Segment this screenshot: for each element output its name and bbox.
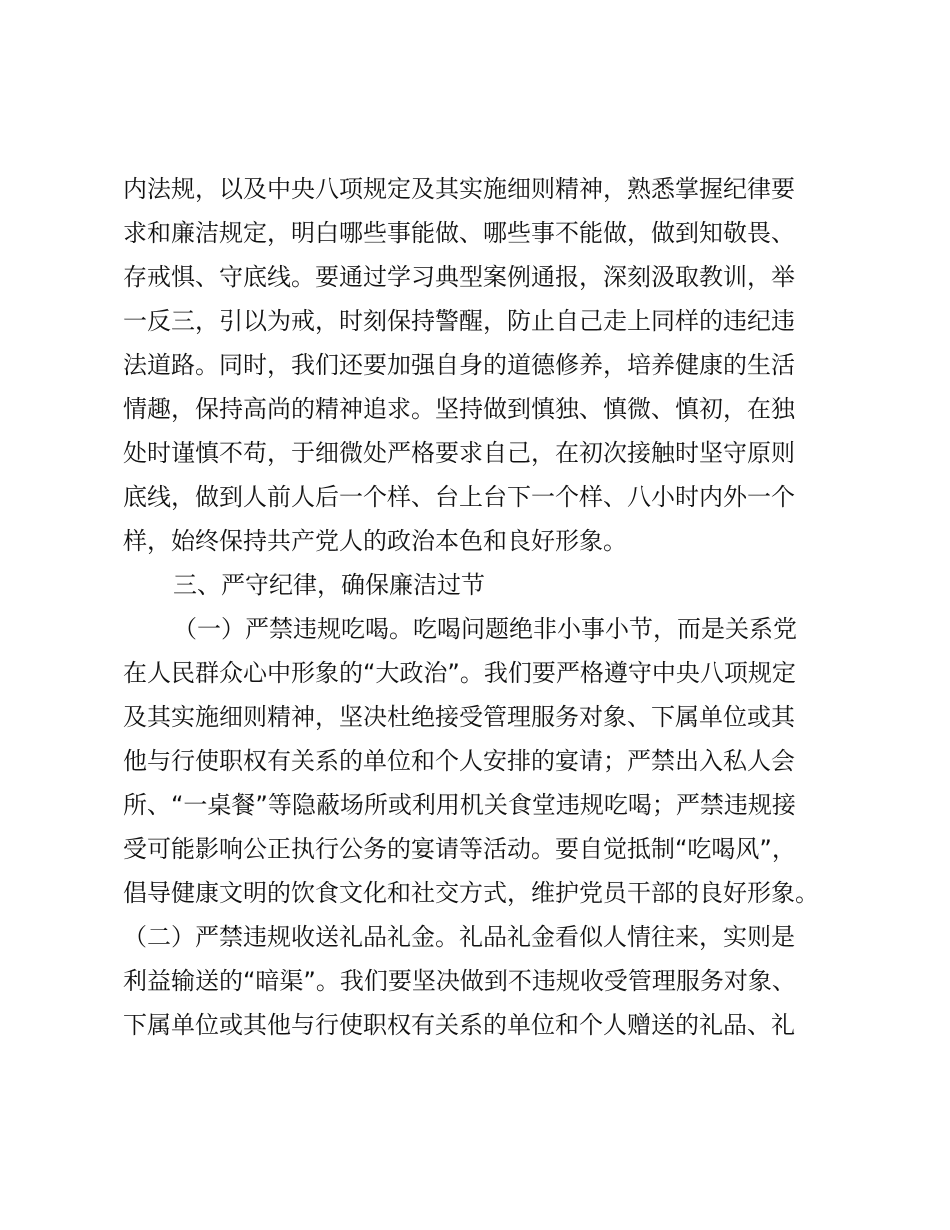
text-line-15: 所、“一桌餐”等隐蔽场所或利用机关食堂违规吃喝；严禁违规接 xyxy=(123,791,796,819)
text-line-13: 及其实施细则精神，坚决杜绝接受管理服务对象、下属单位或其 xyxy=(123,703,795,731)
text-line-6: 情趣，保持高尚的精神追求。坚持做到慎独、慎微、慎初，在独 xyxy=(123,395,795,423)
text-line-19: 利益输送的“暗渠”。我们要坚决做到不违规收受管理服务对象、 xyxy=(123,967,796,995)
text-line-14: 他与行使职权有关系的单位和个人安排的宴请；严禁出入私人会 xyxy=(123,747,795,775)
text-line-8: 底线，做到人前人后一个样、台上台下一个样、八小时内外一个 xyxy=(123,483,795,511)
text-line-1: 内法规，以及中央八项规定及其实施细则精神，熟悉掌握纪律要 xyxy=(123,175,795,203)
text-line-12: 在人民群众心中形象的“大政治”。我们要严格遵守中央八项规定 xyxy=(123,659,796,687)
text-line-16: 受可能影响公正执行公务的宴请等活动。要自觉抵制“吃喝风”， xyxy=(123,835,796,863)
text-line-7: 处时谨慎不苟，于细微处严格要求自己，在初次接触时坚守原则 xyxy=(123,439,795,467)
text-line-9: 样，始终保持共产党人的政治本色和良好形象。 xyxy=(123,527,627,555)
section-heading: 三、严守纪律，确保廉洁过节 xyxy=(173,571,485,599)
text-line-4: 一反三，引以为戒，时刻保持警醒，防止自己走上同样的违纪违 xyxy=(123,307,795,335)
text-line-3: 存戒惧、守底线。要通过学习典型案例通报，深刻汲取教训，举 xyxy=(123,263,795,291)
text-line-20: 下属单位或其他与行使职权有关系的单位和个人赠送的礼品、礼 xyxy=(123,1011,795,1039)
text-line-5: 法道路。同时，我们还要加强自身的道德修养，培养健康的生活 xyxy=(123,351,795,379)
text-line-18: （二）严禁违规收送礼品礼金。礼品礼金看似人情往来，实则是 xyxy=(123,923,795,951)
text-line-17: 倡导健康文明的饮食文化和社交方式，维护党员干部的良好形象。 xyxy=(123,879,819,907)
text-line-2: 求和廉洁规定，明白哪些事能做、哪些事不能做，做到知敬畏、 xyxy=(123,219,795,247)
text-line-11: （一）严禁违规吃喝。吃喝问题绝非小事小节，而是关系党 xyxy=(173,615,797,643)
